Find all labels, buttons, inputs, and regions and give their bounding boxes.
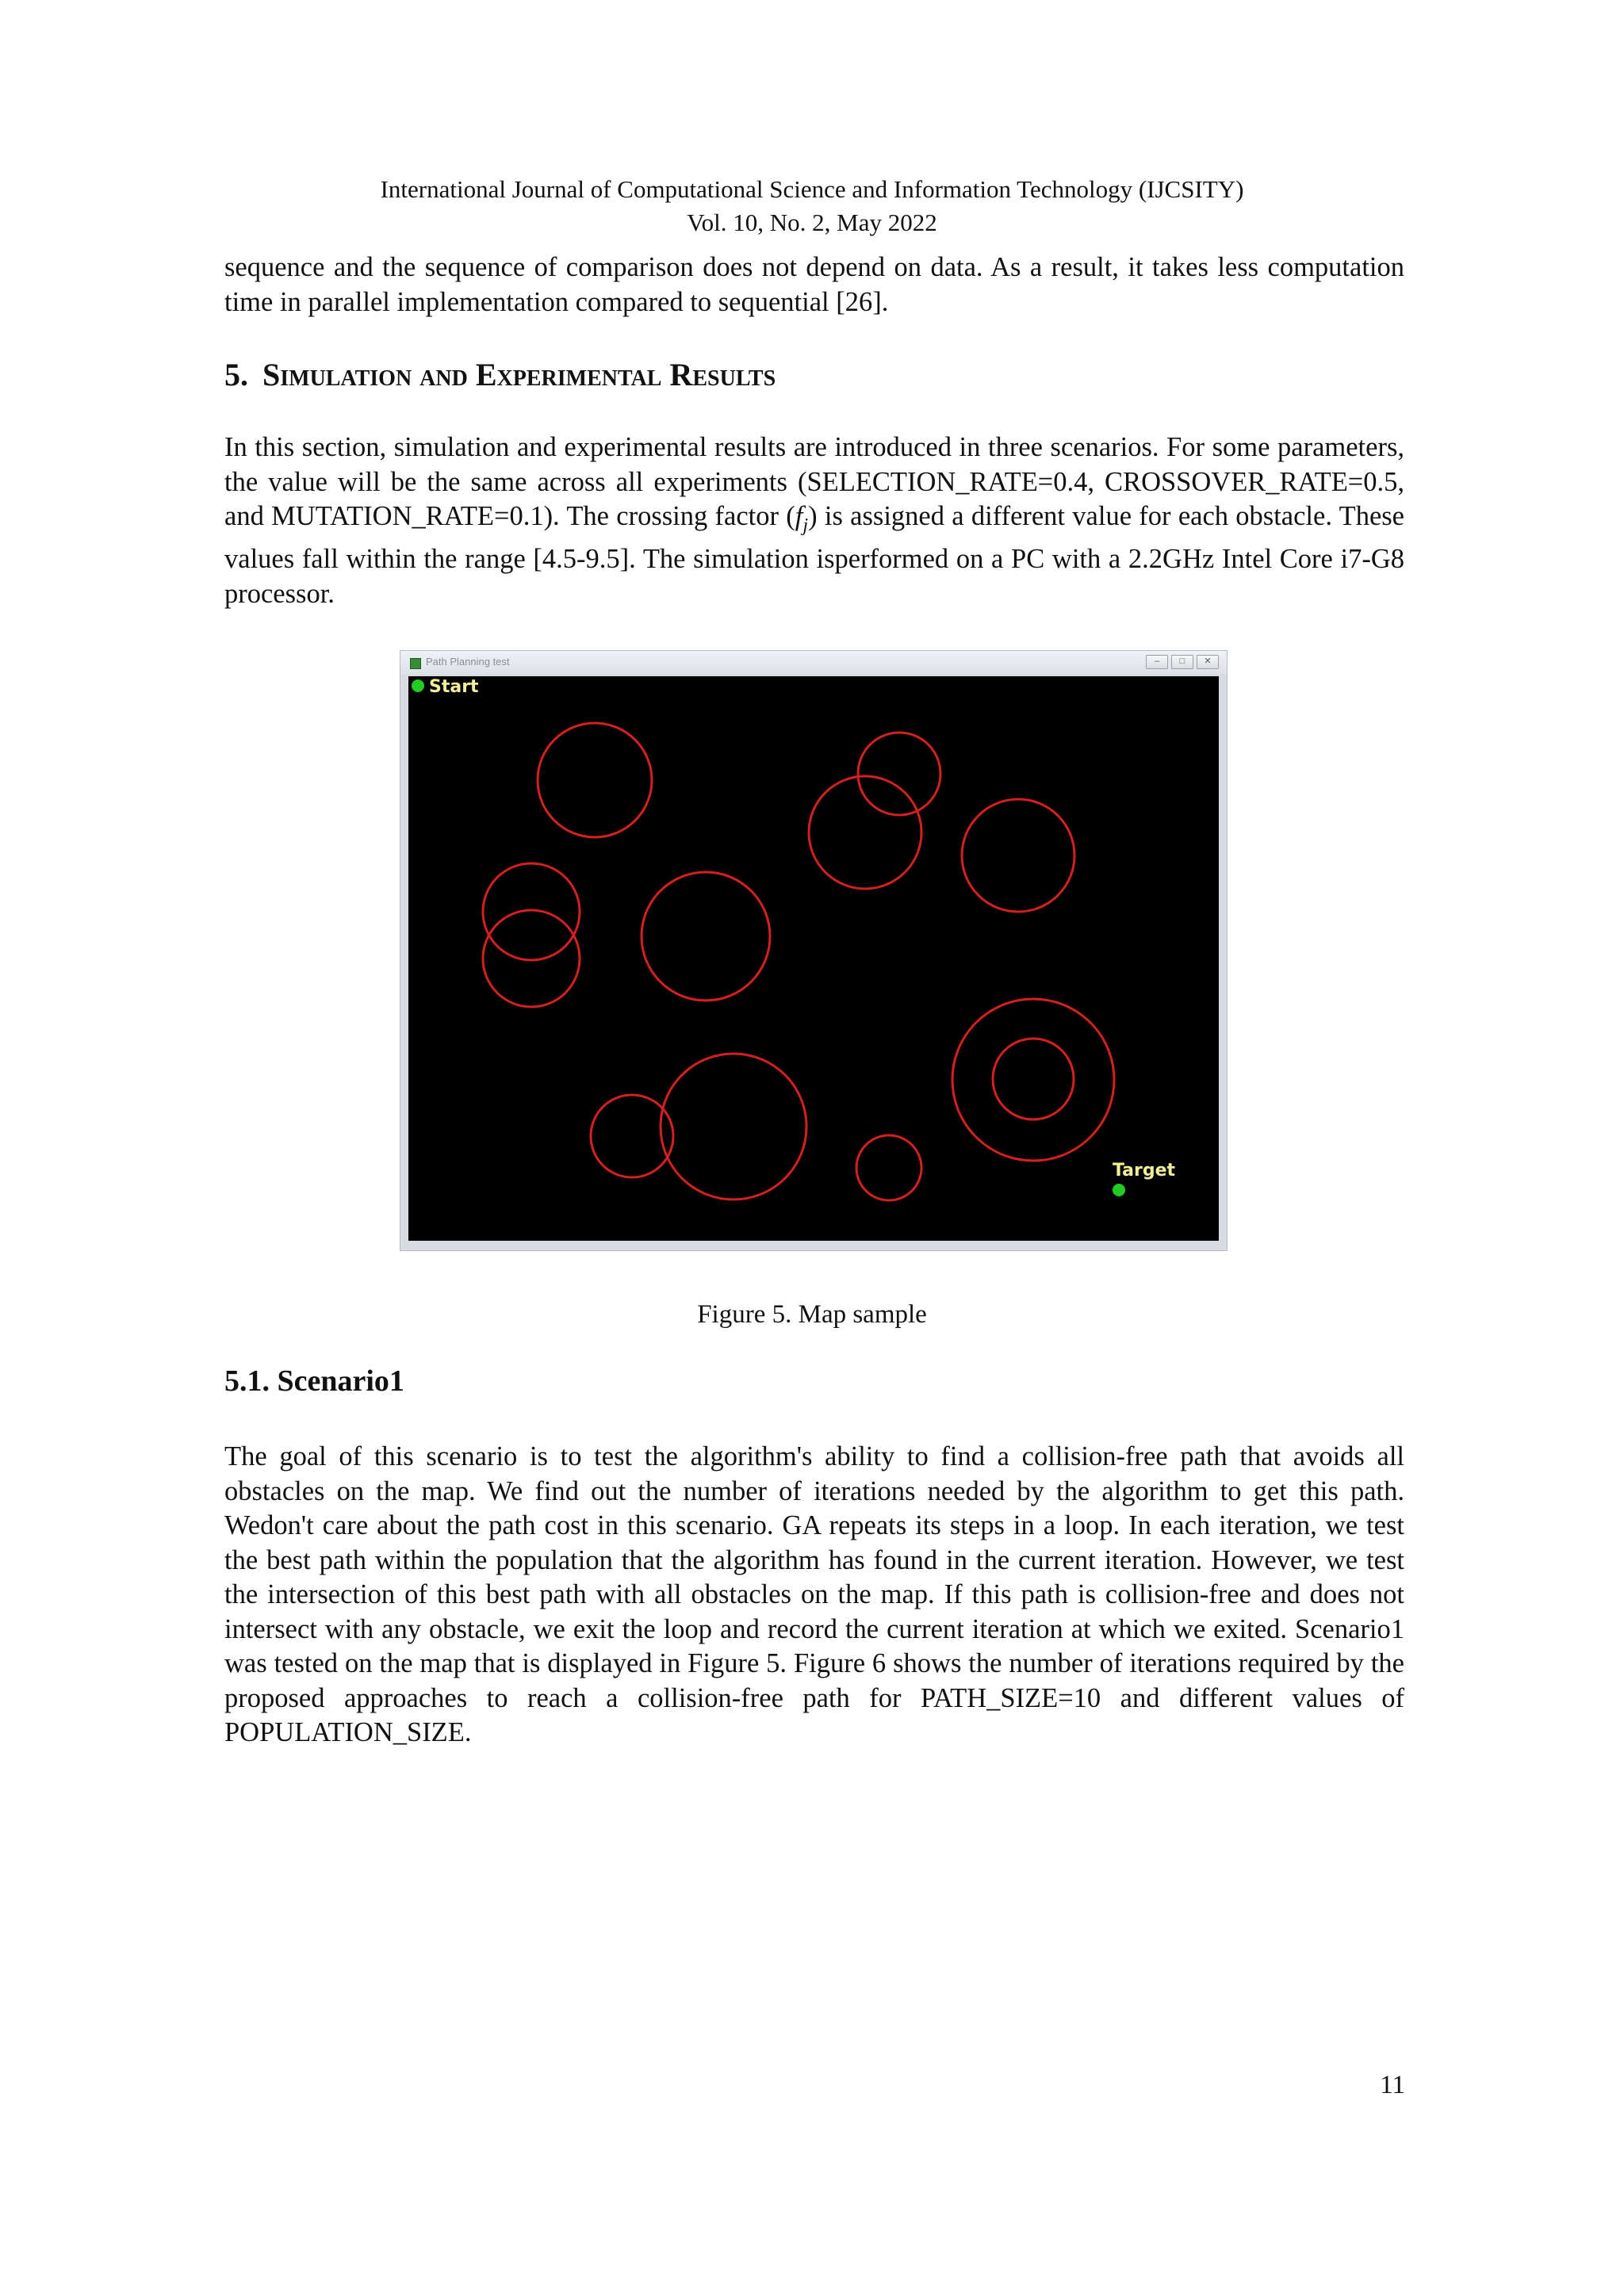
- obstacle-circle: [809, 776, 921, 889]
- target-label: Target: [1113, 1161, 1176, 1181]
- obstacle-circle: [642, 872, 770, 1001]
- subsection-heading: 5.1. Scenario1: [224, 1364, 404, 1398]
- section-paragraph-end: ) is assigned a different value for each obstacle. These values fall within the range [4.5-9.5]. The simulation isperformed on a PC with a 2.2GHz Intel Core i7-G8 processor.: [224, 501, 1404, 609]
- obstacle-circle: [962, 799, 1074, 912]
- section-title: Simulation and Experimental Results: [262, 357, 776, 392]
- obstacle-circle: [858, 733, 940, 815]
- obstacle-circle: [661, 1054, 806, 1200]
- subsection-paragraph: The goal of this scenario is to test the algorithm's ability to find a collision-free path that avoids all obstacles on the map. We find out the number of iterations needed by the algorithm to get this path. Wedon't care about the path cost in this scenario. GA repeats its steps in a loop. In each iteration, we test the best path within the population that the algorithm has found in the current iteration. However, we test the intersection of this best path with all obstacles on the map. If this path is collision-free and does not intersect with any obstacle, we exit the loop and record the current iteration at which we exited. Scenario1 was tested on the map that is displayed in Figure 5. Figure 6 shows the number of iterations required by the proposed approaches to reach a collision-free path for PATH_SIZE=10 and different values of POPULATION_SIZE.: [224, 1441, 1404, 1747]
- target-point-marker: [1113, 1184, 1125, 1196]
- close-icon[interactable]: ✕: [1197, 655, 1219, 669]
- start-point-marker: [412, 679, 424, 692]
- window-controls: [1146, 655, 1219, 669]
- page-number: 11: [1380, 2071, 1405, 2099]
- app-icon: [410, 658, 421, 669]
- figure-map-window: [400, 650, 1228, 1251]
- journal-header: [0, 173, 1624, 239]
- map-canvas: [408, 676, 1219, 1241]
- obstacle-circle: [952, 999, 1114, 1161]
- start-label: Start: [429, 677, 479, 697]
- intro-paragraph: sequence and the sequence of comparison does not depend on data. As a result, it takes less computation time in parallel implementation compared to sequential [26].: [224, 252, 1404, 317]
- section-number: 5.: [224, 357, 248, 392]
- section-paragraph: [224, 430, 1404, 611]
- window-titlebar: [400, 651, 1227, 675]
- obstacle-circle: [483, 863, 580, 960]
- maximize-icon[interactable]: □: [1171, 655, 1193, 669]
- journal-issue: Vol. 10, No. 2, May 2022: [687, 209, 937, 236]
- section-heading: [224, 355, 776, 395]
- section-paragraph-start: In this section, simulation and experimental results are introduced in three scenarios. For some parameters, the value will be the same across all experiments (SELECTION_RATE=0.4, CROSSOVER_RATE=0.5, and MUTATION_RATE=0.1). The crossing factor (: [224, 432, 1404, 531]
- map-svg: [408, 676, 1219, 1241]
- obstacle-circle: [483, 910, 580, 1007]
- crossing-factor-symbol: f: [795, 501, 803, 531]
- window-title: Path Planning test: [426, 656, 510, 668]
- obstacle-circle: [993, 1039, 1074, 1119]
- obstacle-circle: [538, 723, 652, 837]
- minimize-icon[interactable]: –: [1146, 655, 1168, 669]
- journal-name: International Journal of Computational Science and Information Technology (IJCSITY): [380, 175, 1244, 203]
- obstacle-circle: [856, 1135, 921, 1200]
- crossing-factor-subscript: j: [802, 514, 809, 536]
- obstacles: [483, 723, 1114, 1200]
- figure-caption: Figure 5. Map sample: [697, 1300, 927, 1329]
